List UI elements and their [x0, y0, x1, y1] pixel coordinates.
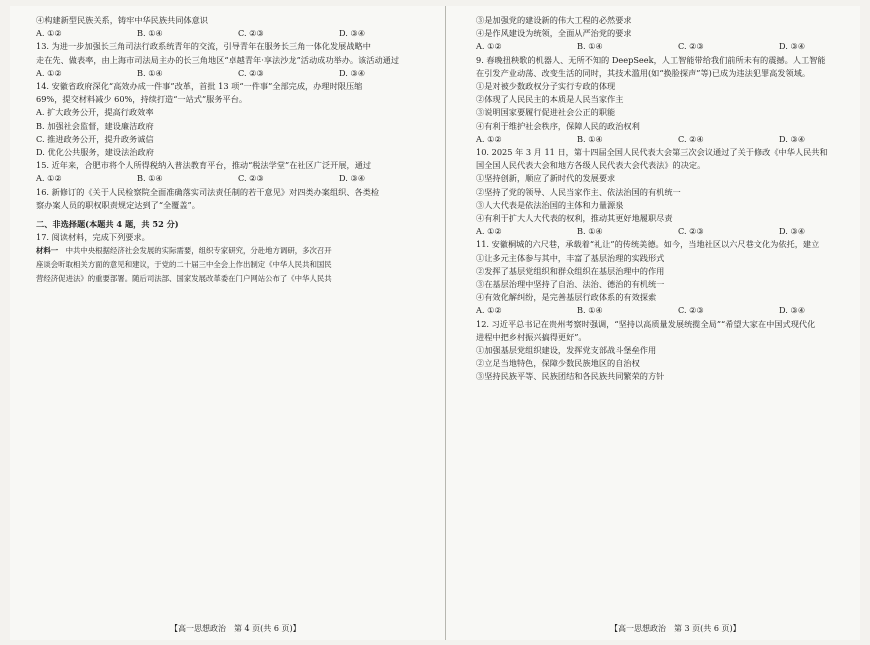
- prev-item-3: ③是加强党的建设新的伟大工程的必然要求: [476, 15, 632, 25]
- q12-item: ①加强基层党组织建设，发挥党支部战斗堡垒作用: [476, 345, 657, 356]
- q9-stem: 9. 春晚扭秧歌的机器人、无所不知的 DeepSeek，人工智能带给我们前所未有的震撼。人工智能: [476, 54, 826, 65]
- option-b: B. ①④: [577, 226, 603, 237]
- q12-item: ②立足当地特色，保障少数民族地区的自治权: [476, 358, 640, 369]
- q9-item: ③说明国家要履行促进社会公正的职能: [476, 107, 616, 118]
- q11-options: [476, 304, 870, 317]
- q13-stem: 走在先、做表率，由上海市司法局主办的长三角地区“卓越青年·享法沙龙”活动成功举办。该活动通过: [36, 54, 400, 65]
- material-tag: 材料一: [36, 246, 59, 256]
- prev-item-4: ④是作风建设为统领，全面从严治党的要求: [476, 28, 632, 39]
- material-line: 中共中央根据经济社会发展的实际需要，组织专家研究，分赴地方调研，多次召开: [65, 246, 332, 256]
- q14-option-a: A. 扩大政务公开，提高行政效率: [36, 107, 154, 118]
- material-block: [36, 244, 441, 286]
- option-d: D. ③④: [339, 28, 366, 39]
- option-d: D. ③④: [779, 226, 806, 237]
- option-b: B. ①④: [137, 67, 163, 78]
- q11-item: ①让多元主体参与其中，丰富了基层治理的实践形式: [476, 252, 665, 263]
- q10-item: ③人大代表是依法治国的主体和力量源泉: [476, 199, 624, 210]
- option-c: C. ②③: [238, 28, 264, 39]
- option-c: C. ②③: [238, 173, 264, 184]
- option-c: C. ②③: [678, 41, 704, 52]
- q14-stem: 14. 安徽省政府深化“高效办成一件事”改革，首批 13 项“一件事”全部完成，办理时限压缩: [36, 81, 363, 92]
- q11-item: ④有效化解纠纷，是完善基层行政体系的有效探索: [476, 292, 657, 303]
- page-fold-divider: [445, 6, 446, 640]
- option-c: C. ②③: [238, 67, 264, 78]
- right-page: [476, 14, 870, 384]
- option-d: D. ③④: [779, 133, 806, 144]
- q9-stem: 在引发产业动荡、改变生活的同时，其技术滥用(如“换脸探声”等)已成为违法犯罪高发领域。: [476, 67, 811, 78]
- q12-stem: 12. 习近平总书记在贵州考察时强调，“坚持以高质量发展统揽全局”“希望大家在中国式现代化: [476, 318, 816, 329]
- q14-stem: 69%，提交材料减少 60%，持续打造“一站式”服务平台。: [36, 94, 248, 105]
- option-b: B. ①④: [577, 41, 603, 52]
- q8-options: [476, 40, 870, 53]
- option-d: D. ③④: [779, 305, 806, 316]
- option-a: A. ①②: [476, 41, 502, 52]
- option-a: A. ①②: [36, 28, 62, 39]
- option-c: C. ②③: [678, 226, 704, 237]
- q12-stem: 进程中把乡村振兴搞得更好”。: [476, 331, 587, 342]
- q10-stem: 国全国人民代表大会和地方各级人民代表大会代表法》的决定。: [476, 160, 706, 171]
- option-b: B. ①④: [577, 305, 603, 316]
- q16-stem: 16. 新修订的《关于人民检察院全面准确落实司法责任制的若干意见》对四类办案组织、各类检: [36, 186, 380, 197]
- q9-item: ②体现了人民民主的本质是人民当家作主: [476, 94, 624, 105]
- q12-item: ③坚持民族平等、民族团结和各民族共同繁荣的方针: [476, 371, 665, 382]
- q13-options: [36, 67, 441, 80]
- q10-item: ④有利于扩大人大代表的权利，推动其更好地履职尽责: [476, 213, 673, 224]
- option-a: A. ①②: [476, 133, 502, 144]
- q13-stem: 13. 为进一步加强长三角司法行政系统青年的交流，引导青年在服务长三角一体化发展战略中: [36, 41, 371, 52]
- q10-item: ②坚持了党的领导、人民当家作主、依法治国的有机统一: [476, 186, 681, 197]
- q10-options: [476, 225, 870, 238]
- exam-sheet: [10, 6, 860, 640]
- option-a: A. ①②: [476, 305, 502, 316]
- q14-option-d: D. 优化公共服务，建设法治政府: [36, 147, 154, 158]
- q14-option-c: C. 推进政务公开，提升政务诚信: [36, 133, 154, 144]
- q14-option-b: B. 加强社会监督，建设廉洁政府: [36, 120, 154, 131]
- section-heading: 二、非选择题(本题共 4 题，共 52 分): [36, 219, 179, 230]
- option-a: A. ①②: [36, 173, 62, 184]
- left-page-footer: 【高一思想政治 第 4 页(共 6 页)】: [170, 624, 301, 633]
- q11-item: ②发挥了基层党组织和群众组织在基层治理中的作用: [476, 265, 665, 276]
- q17-stem: 17. 阅读材料，完成下列要求。: [36, 232, 150, 243]
- q11-item: ③在基层治理中坚持了自治、法治、德治的有机统一: [476, 279, 665, 290]
- q9-options: [476, 133, 870, 146]
- q11-stem: 11. 安徽桐城的六尺巷，承载着“礼让”的传统美德。如今，当地社区以六尺巷文化为依托，建立: [476, 239, 820, 250]
- option-b: B. ①④: [137, 173, 163, 184]
- option-d: D. ③④: [339, 173, 366, 184]
- option-c: C. ②③: [678, 305, 704, 316]
- q10-stem: 10. 2025 年 3 月 11 日，第十四届全国人民代表大会第三次会议通过了关于修改《中华人民共和: [476, 147, 828, 158]
- q16-stem: 察办案人员的职权职责规定达到了“全覆盖”。: [36, 199, 200, 210]
- option-c: C. ②④: [678, 133, 704, 144]
- material-line: 营经济促进法》的重要部署。随后司法部、国家发展改革委在门户网站公布了《中华人民共: [36, 274, 332, 284]
- q12-tail-item: ④构建新型民族关系，铸牢中华民族共同体意识: [36, 15, 208, 25]
- q9-item: ④有利于维护社会秩序，保障人民的政治权利: [476, 120, 640, 131]
- right-page-footer: 【高一思想政治 第 3 页(共 6 页)】: [610, 624, 741, 633]
- q10-item: ①坚持创新，顺应了新时代的发展要求: [476, 173, 616, 184]
- q12-options: [36, 27, 441, 40]
- option-d: D. ③④: [339, 67, 366, 78]
- q15-stem: 15. 近年来，合肥市将个人所得税纳入普法教育平台，推动“税法学堂”在社区广泛开展，通过: [36, 160, 372, 171]
- q9-item: ①是对被少数政权分子实行专政的体现: [476, 81, 616, 92]
- option-b: B. ①④: [577, 133, 603, 144]
- material-line: 座谈会听取相关方面的意见和建议，于党的二十届三中全会上作出制定《中华人民共和国民: [36, 260, 332, 270]
- option-b: B. ①④: [137, 28, 163, 39]
- option-a: A. ①②: [476, 226, 502, 237]
- option-d: D. ③④: [779, 41, 806, 52]
- left-page: [36, 14, 441, 286]
- q15-options: [36, 172, 441, 185]
- option-a: A. ①②: [36, 67, 62, 78]
